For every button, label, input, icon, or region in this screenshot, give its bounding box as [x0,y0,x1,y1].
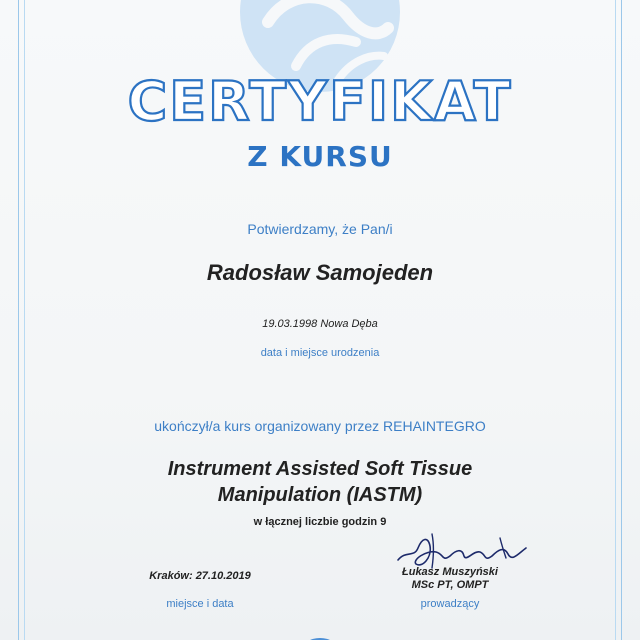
place-date-caption: miejsce i data [166,598,234,610]
instructor-block [370,566,530,592]
hours-text: w łącznej liczbie godzin 9 [253,516,387,528]
course-title [0,456,640,508]
completion-text: ukończył/a kurs organizowany przez REHAINTEGRO [154,418,486,434]
recipient-name: Radosław Samojeden [206,260,434,285]
instructor-title: MSc PT, OMPT [411,579,489,591]
place-date: Kraków: 27.10.2019 [149,570,251,582]
course-title-line-2: Manipulation (IASTM) [217,484,423,506]
course-title-line-1: Instrument Assisted Soft Tissue [167,458,473,480]
instructor-caption: prowadzący [420,598,480,610]
certificate-subtitle: Z KURSU [247,140,393,173]
birth-info: 19.03.1998 Nowa Dęba [262,318,378,330]
certificate-title: CERTYFIKAT [127,70,513,133]
instructor-name: Łukasz Muszyński [402,566,498,578]
confirm-text: Potwierdzamy, że Pan/i [247,221,393,237]
footer-logo-icon [300,628,340,640]
birth-caption: data i miejsce urodzenia [260,347,380,359]
